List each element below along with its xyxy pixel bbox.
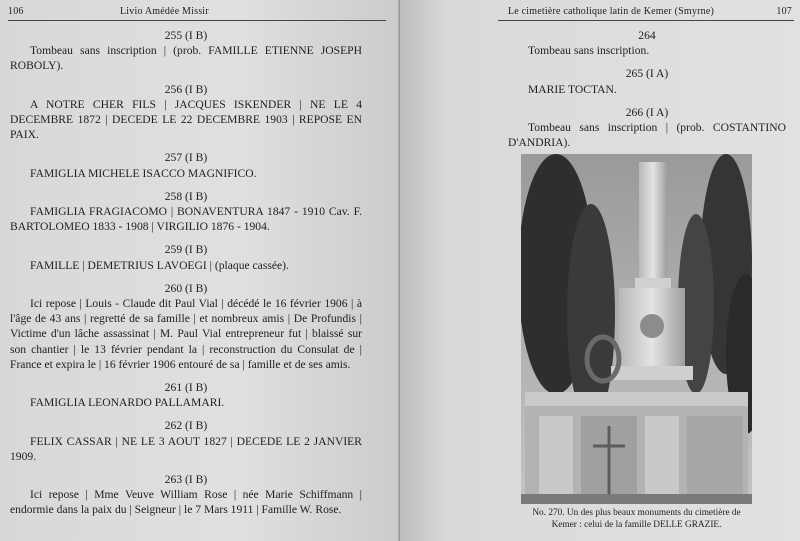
entry-text: Ici repose | Louis - Claude dit Paul Vial | décédé le 16 février 1906 | à l'âge de 43 ans | regretté de sa famille | et nombreux amis | De Profundis | Victime d'un lâche assassinat | M. Paul Vial entrepreneur fut | blaissé sur son chantier | le 13 février pendant la | reconstruction du Consulat de | France et expira le | 16 février 1906 entouré de sa | famille et de ses amis. bbox=[10, 297, 362, 371]
entry-text: Tombeau sans inscription | (prob. FAMILLE ETIENNE JOSEPH ROBOLY). bbox=[10, 44, 362, 73]
photo-caption: No. 270. Un des plus beaux monuments du cimetière de Kemer : celui de la famille DELLE GRAZIE. bbox=[532, 508, 741, 530]
right-column bbox=[508, 28, 786, 158]
entry-number: 259 (I B) bbox=[164, 243, 208, 257]
right-page-number: 107 bbox=[776, 6, 792, 17]
right-page bbox=[400, 0, 800, 541]
entry-number: 262 (I B) bbox=[164, 419, 208, 433]
left-page-number: 106 bbox=[8, 6, 24, 17]
entry-text: Tombeau sans inscription. bbox=[528, 44, 650, 58]
left-header-rule bbox=[8, 20, 386, 21]
entry-number: 258 (I B) bbox=[164, 189, 208, 203]
entry-number: 261 (I B) bbox=[164, 381, 208, 395]
left-running-head: Livio Amédée Missir bbox=[120, 6, 209, 17]
entry-number: 263 (I B) bbox=[164, 473, 208, 487]
entry-text: Ici repose | Mme Veuve William Rose | née Marie Schiffmann | endormie dans la paix du | Seigneur | le 7 Mars 1911 | Famille W. Rose. bbox=[10, 488, 362, 517]
monument-photo bbox=[521, 154, 752, 504]
monument-photo-drawing bbox=[521, 154, 752, 504]
entry-number: 256 (I B) bbox=[164, 82, 208, 96]
entry-text: FAMIGLIA MICHELE ISACCO MAGNIFICO. bbox=[30, 166, 257, 180]
entry-text: MARIE TOCTAN. bbox=[528, 82, 617, 96]
entry-text: Tombeau sans inscription | (prob. COSTANTINO D'ANDRIA). bbox=[508, 121, 786, 150]
entry-text: FELIX CASSAR | NE LE 3 AOUT 1827 | DECEDE LE 2 JANVIER 1909. bbox=[10, 434, 362, 463]
entry-number: 266 (I A) bbox=[625, 105, 669, 119]
entry-number: 264 bbox=[638, 29, 656, 42]
entry-text: FAMIGLIA LEONARDO PALLAMARI. bbox=[30, 396, 225, 410]
entry-number: 255 (I B) bbox=[164, 29, 208, 42]
entry-text: FAMIGLIA FRAGIACOMO | BONAVENTURA 1847 - 1910 Cav. F. BARTOLOMEO 1833 - 1908 | VIRGILIO 1876 - 1904. bbox=[10, 205, 362, 234]
entry-text: FAMILLE | DEMETRIUS LAVOEGI | (plaque cassée). bbox=[30, 258, 289, 272]
entry-number: 265 (I A) bbox=[625, 67, 669, 81]
entry-number: 257 (I B) bbox=[164, 151, 208, 165]
left-column bbox=[10, 28, 362, 526]
entry-number: 260 (I B) bbox=[164, 281, 208, 295]
entry-text: A NOTRE CHER FILS | JACQUES ISKENDER | NE LE 4 DECEMBRE 1872 | DECEDE LE 22 DECEMBRE 1903 | REPOSE EN PAIX. bbox=[10, 97, 362, 142]
right-running-head: Le cimetière catholique latin de Kemer (Smyrne) bbox=[508, 6, 714, 17]
right-header-rule bbox=[498, 20, 794, 21]
